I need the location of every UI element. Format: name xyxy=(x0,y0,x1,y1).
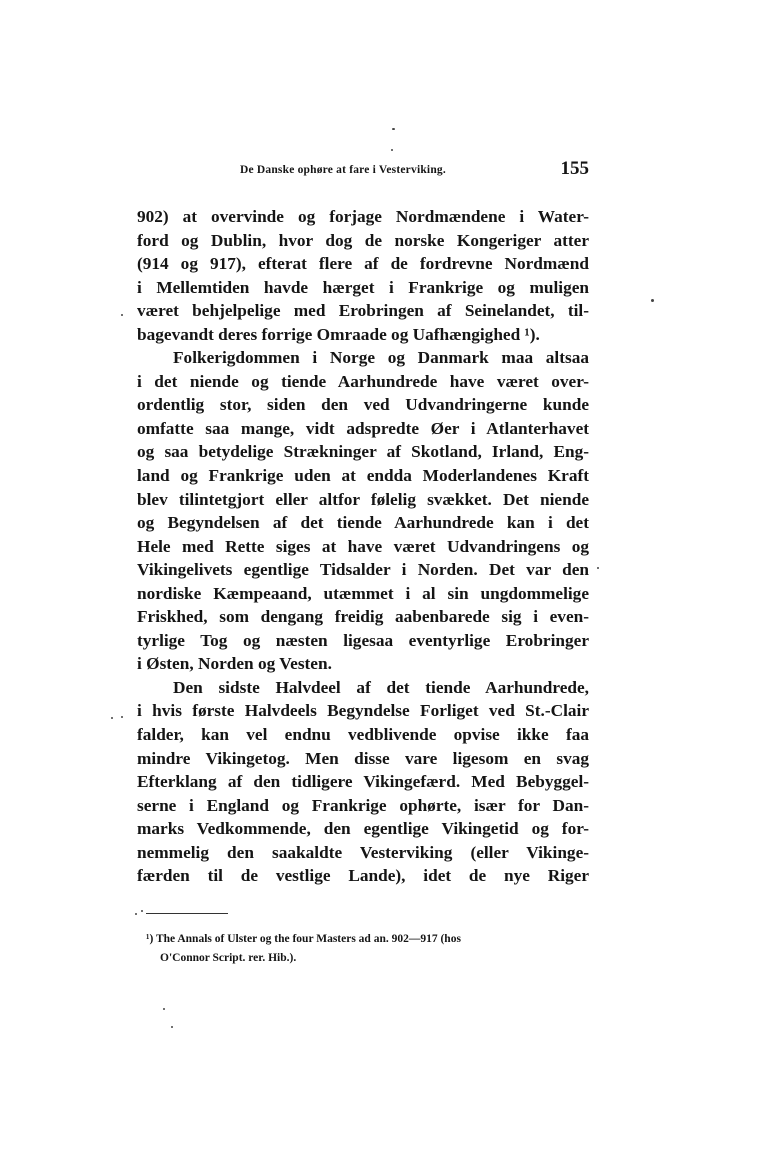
scan-speck xyxy=(391,149,393,151)
text-line: serne i England og Frankrige ophørte, især for Dan- xyxy=(137,795,589,815)
scan-speck xyxy=(111,717,113,719)
text-line: og saa betydelige Strækninger af Skotland, Irland, Eng- xyxy=(137,442,589,462)
footnote-line: O'Connor Script. rer. Hib.). xyxy=(160,952,297,964)
scan-speck xyxy=(121,314,123,316)
footnote-line: ¹) The Annals of Ulster og the four Masters ad an. 902—917 (hos xyxy=(146,933,461,945)
scan-speck xyxy=(163,1008,165,1010)
paragraph-start-line: Den sidste Halvdeel af det tiende Aarhundrede, xyxy=(173,677,589,697)
running-title: De Danske ophøre at fare i Vesterviking. xyxy=(240,164,446,176)
paragraph-start-line: Folkerigdommen i Norge og Danmark maa altsaa xyxy=(173,348,589,368)
text-line: mindre Vikingetog. Men disse vare ligesom en svag xyxy=(137,748,589,768)
footnotes xyxy=(146,930,590,968)
footnote-divider xyxy=(146,913,228,914)
text-line: blev tilintetgjort eller altfor følelig svækket. Det niende xyxy=(137,489,589,509)
scan-speck xyxy=(141,910,143,912)
text-line: nordiske Kæmpeaand, utæmmet i al sin ungdommelige xyxy=(137,583,589,603)
text-line: omfatte saa mange, vidt adspredte Øer i Atlanterhavet xyxy=(137,418,589,438)
text-line: falder, kan vel endnu vedblivende opvise ikke faa xyxy=(137,725,589,745)
scan-speck xyxy=(392,128,395,130)
text-line: været behjelpelige med Erobringen af Seinelandet, til- xyxy=(137,301,589,321)
text-line: (914 og 917), efterat flere af de fordrevne Nordmænd xyxy=(137,254,589,274)
scan-speck xyxy=(135,913,137,915)
text-line: 902) at overvinde og forjage Nordmændene i Water- xyxy=(137,207,589,226)
body-text xyxy=(137,205,589,888)
text-line: Vikingelivets egentlige Tidsalder i Norden. Det var den xyxy=(137,560,589,580)
text-line: i det niende og tiende Aarhundrede have været over- xyxy=(137,371,589,391)
text-line: bagevandt deres forrige Omraade og Uafhængighed ¹). xyxy=(137,324,540,344)
scan-speck xyxy=(597,567,599,569)
text-line: i Mellemtiden havde hærget i Frankrige og muligen xyxy=(137,277,589,297)
text-line: nemmelig den saakaldte Vesterviking (eller Vikinge- xyxy=(137,842,589,862)
page-number: 155 xyxy=(560,158,589,179)
text-line: tyrlige Tog og næsten ligesaa eventyrlige Erobringer xyxy=(137,630,589,650)
scan-speck xyxy=(121,716,123,718)
text-line: i Østen, Norden og Vesten. xyxy=(137,654,332,674)
running-head xyxy=(137,160,589,186)
text-line: ordentlig stor, siden den ved Udvandringerne kunde xyxy=(137,395,589,415)
text-line: ford og Dublin, hvor dog de norske Kongeriger atter xyxy=(137,230,589,250)
scan-speck xyxy=(651,299,654,302)
text-line: og Begyndelsen af det tiende Aarhundrede kan i det xyxy=(137,513,589,533)
text-line: i hvis første Halvdeels Begyndelse Forliget ved St.-Clair xyxy=(137,701,589,721)
text-line: færden til de vestlige Lande), idet de nye Riger xyxy=(137,866,589,886)
text-line: Efterklang af den tidligere Vikingefærd. Med Bebyggel- xyxy=(137,772,589,792)
scan-speck xyxy=(171,1026,173,1028)
text-line: Friskhed, som dengang freidig aabenbarede sig i even- xyxy=(137,607,589,627)
text-line: land og Frankrige uden at endda Moderlandenes Kraft xyxy=(137,466,589,486)
text-line: Hele med Rette siges at have været Udvandringens og xyxy=(137,536,589,556)
text-line: marks Vedkommende, den egentlige Vikingetid og for- xyxy=(137,819,589,839)
